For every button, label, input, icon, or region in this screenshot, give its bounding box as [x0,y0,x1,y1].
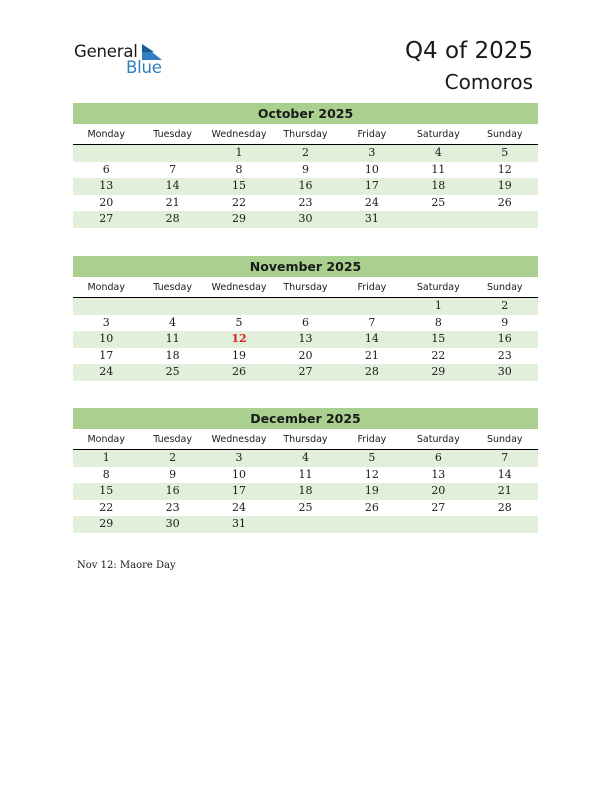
day-cell: 15 [232,179,247,193]
day-cell: 27 [298,365,313,379]
week-row [73,483,538,500]
day-cell: 3 [102,315,110,329]
week-row [73,178,538,195]
day-cell: 30 [165,517,180,531]
day-cell: 19 [364,484,379,498]
country-name: Comoros [444,70,533,94]
day-cell [139,298,205,315]
day-cell: 24 [232,500,247,514]
weekday-label: Wednesday [211,129,267,140]
day-cell: 29 [232,212,247,226]
day-cell: 13 [431,467,446,481]
week-row [73,364,538,381]
day-cell: 25 [298,500,313,514]
weekday-label: Friday [357,282,387,293]
day-cell: 1 [434,299,442,312]
week-row [73,315,538,332]
day-cell: 31 [364,212,379,226]
week-row [73,145,538,162]
weekday-label: Sunday [486,434,523,445]
weekday-label: Thursday [283,282,328,293]
day-cell: 22 [99,500,114,514]
day-cell [206,298,272,315]
day-cell: 10 [99,332,114,346]
weekday-label: Monday [87,282,125,293]
day-cell: 27 [99,212,114,226]
day-cell: 6 [434,451,442,464]
week-row [73,500,538,517]
day-cell: 20 [99,195,114,209]
weekday-header-row [73,279,538,298]
day-cell [405,516,471,533]
day-cell: 2 [301,146,309,159]
month-title: November 2025 [73,256,538,277]
day-cell: 5 [368,451,376,464]
weekday-label: Sunday [486,129,523,140]
day-cell: 25 [165,365,180,379]
day-cell: 17 [364,179,379,193]
logo-text-general: General [74,42,138,61]
day-cell: 16 [497,332,512,346]
day-cell: 5 [501,146,509,159]
day-cell [139,145,205,162]
day-cell: 19 [232,348,247,362]
week-row [73,467,538,484]
day-cell: 28 [165,212,180,226]
day-cell: 9 [169,467,177,481]
day-cell [272,298,338,315]
day-cell: 20 [298,348,313,362]
day-cell: 23 [165,500,180,514]
day-cell: 3 [368,146,376,159]
day-cell: 17 [232,484,247,498]
weekday-label: Sunday [486,282,523,293]
day-cell: 21 [165,195,180,209]
weekday-label: Saturday [416,129,460,140]
day-cell: 14 [364,332,379,346]
day-cell: 18 [431,179,446,193]
day-cell: 21 [364,348,379,362]
day-cell: 26 [364,500,379,514]
week-row [73,195,538,212]
day-cell [339,298,405,315]
day-cell: 17 [99,348,114,362]
day-cell: 13 [99,179,114,193]
day-cell: 27 [431,500,446,514]
month-title: October 2025 [73,103,538,124]
day-cell [339,516,405,533]
day-cell: 13 [298,332,313,346]
day-cell: 26 [497,195,512,209]
week-row [73,348,538,365]
day-cell [73,298,139,315]
day-cell: 2 [501,299,509,312]
holiday-day-cell: 12 [231,332,247,346]
weekday-header-row [73,431,538,450]
weekday-label: Tuesday [153,129,192,140]
week-row [73,162,538,179]
day-cell: 18 [165,348,180,362]
day-cell: 30 [298,212,313,226]
month-calendar [73,256,538,381]
day-cell: 22 [431,348,446,362]
holiday-note: Nov 12: Maore Day [77,560,176,571]
day-cell: 28 [364,365,379,379]
day-cell: 29 [431,365,446,379]
day-cell: 20 [431,484,446,498]
weekday-label: Thursday [283,434,328,445]
week-row [73,516,538,533]
weekday-label: Wednesday [211,434,267,445]
day-cell: 4 [301,451,309,464]
day-cell: 15 [431,332,446,346]
day-cell: 11 [298,467,313,481]
day-cell: 8 [434,315,442,329]
day-cell: 14 [165,179,180,193]
day-cell: 14 [497,467,512,481]
day-cell: 10 [232,467,247,481]
weekday-label: Monday [87,129,125,140]
weekday-label: Saturday [416,282,460,293]
day-cell [73,145,139,162]
week-row [73,331,538,348]
day-cell: 6 [301,315,309,329]
day-cell: 29 [99,517,114,531]
day-cell: 22 [232,195,247,209]
day-cell: 24 [99,365,114,379]
day-cell: 15 [99,484,114,498]
month-calendar [73,103,538,228]
logo-text-blue: Blue [126,58,162,77]
day-cell: 24 [364,195,379,209]
day-cell: 23 [497,348,512,362]
day-cell: 11 [165,332,180,346]
day-cell: 3 [235,451,243,464]
day-cell: 8 [235,162,243,176]
month-calendar [73,408,538,533]
weekday-label: Saturday [416,434,460,445]
day-cell: 7 [368,315,376,329]
week-row [73,211,538,228]
day-cell: 1 [235,146,243,159]
day-cell: 18 [298,484,313,498]
day-cell: 9 [301,162,309,176]
day-cell: 21 [497,484,512,498]
day-cell: 5 [235,315,243,329]
day-cell [405,211,471,228]
day-cell: 8 [102,467,110,481]
day-cell: 26 [232,365,247,379]
weekday-label: Tuesday [153,282,192,293]
day-cell: 6 [102,162,110,176]
month-title: December 2025 [73,408,538,429]
weekday-label: Tuesday [153,434,192,445]
weekday-header-row [73,126,538,145]
day-cell: 9 [501,315,509,329]
day-cell: 7 [501,451,509,464]
day-cell: 10 [364,162,379,176]
day-cell: 31 [232,517,247,531]
weekday-label: Wednesday [211,282,267,293]
week-row [73,450,538,467]
day-cell: 4 [434,146,442,159]
day-cell: 1 [102,451,110,464]
day-cell: 12 [497,162,512,176]
day-cell: 30 [497,365,512,379]
day-cell: 2 [169,451,177,464]
weekday-label: Friday [357,434,387,445]
page-title: Q4 of 2025 [404,38,533,64]
weekday-label: Monday [87,434,125,445]
day-cell: 25 [431,195,446,209]
day-cell: 19 [497,179,512,193]
week-row [73,298,538,315]
day-cell [272,516,338,533]
day-cell: 16 [165,484,180,498]
logo [74,42,174,78]
day-cell: 12 [364,467,379,481]
day-cell [472,516,538,533]
weekday-label: Friday [357,129,387,140]
day-cell: 23 [298,195,313,209]
day-cell: 7 [169,162,177,176]
day-cell: 16 [298,179,313,193]
day-cell: 11 [431,162,446,176]
day-cell: 28 [497,500,512,514]
day-cell: 4 [169,315,177,329]
weekday-label: Thursday [283,129,328,140]
day-cell [472,211,538,228]
